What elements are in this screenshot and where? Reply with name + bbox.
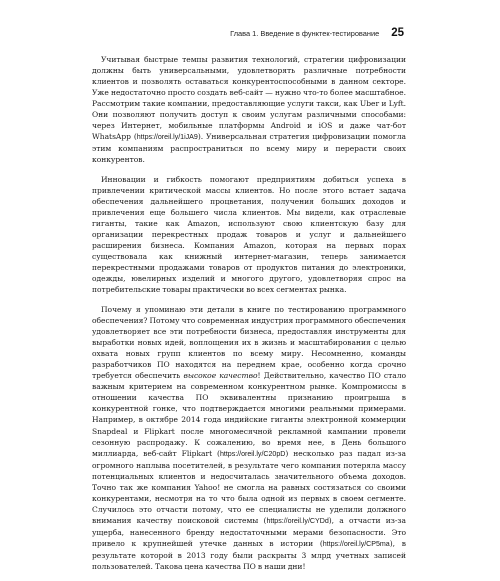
paragraph-text: ), в результате которой в 2013 году были раскрыты 3 млрд учетных записей пользователей. Такова цена качества ПО в наши дни!: [92, 538, 406, 572]
reference-link[interactable]: https://oreil.ly/1iJA9: [136, 133, 198, 142]
reference-link[interactable]: https://oreil.ly/CYDd: [266, 516, 329, 525]
paragraph-text: Инновации и гибкость помогают предприятиям добиться успеха в привлечении критической массы клиентов. Но после этого встает задача обеспечения дальнейшего процветания, получения больших доходов и привлечения еще большего числа клиентов. Мы видели, как отраслевые гиганты, такие как Amazon, используют свою клиентскую базу для организации перекрестных продаж товаров и услуг и дальнейшего расширения бизнеса. Компания Amazon, которая на первых порах существовала как книжный интернет-магазин, теперь занимается перекрестными продажами товаров от продуктов питания до электроники, одежды, ювелирных изделий и многого другого, удовлетворяя спрос на потребительские товары практически во всех сегментах рынка.: [92, 174, 406, 295]
running-header: [93, 26, 404, 40]
paragraph: [92, 54, 406, 165]
paragraph-text: ), а отчасти из-за ущерба, нанесенного бренду недостаточными мерами безопасности. Это привело к крупнейшей утечке данных в истории (: [92, 515, 407, 548]
body-text: [92, 54, 406, 581]
page-number: 25: [391, 27, 404, 39]
reference-link[interactable]: https://oreil.ly/CP5ma: [322, 539, 390, 548]
paragraph: [92, 304, 406, 572]
emphasis-text: высокое качество: [183, 371, 258, 381]
paragraph: [92, 174, 406, 296]
paragraph-text: Почему я упоминаю эти детали в книге по тестированию программного обеспечения? Потому что современная индустрия программного обеспечения удовлетворяет все эти потребности бизнеса, предоставляя инструменты для выработки новых идей, воплощения их в жизнь и масштабирования с целью охвата новых групп клиентов по всему миру. Несомненно, команды разработчиков ПО находятся на переднем крае, особенно когда срочно требуется обеспечить: [92, 304, 406, 381]
paragraph-text: ). Универсальная стратегия цифровизации помогла этим компаниям распространиться по всему миру и перерасти своих конкурентов.: [92, 132, 406, 165]
chapter-running-title: Глава 1. Введение в функтек-тестирование: [230, 28, 380, 38]
paragraph-text: Учитывая быстрые темпы развития технологий, стратегии цифровизации должны быть универсальными, удовлетворять различные потребности клиентов и позволять оставаться конкурентоспособными в данном секторе. Уже недостаточно просто создать веб-сайт — нужно что-то более масштабное. Рассмотрим такие компании, предоставляющие услуги такси, как Uber и Lyft. Они позволяют получить доступ к своим услугам различными способами: через Интернет, мобильные платформы Android и iOS и даже чат-бот WhatsApp (: [92, 55, 406, 142]
paragraph-text: ) несколько раз падал из-за огромного наплыва посетителей, в результате чего компания потеряла массу потенциальных клиентов и недосчиталась значительного объема доходов. Точно так же компания Yahoo! не смогла на равных состязаться со своими конкурентами, несмотря на то что была одной из первых в своем сегменте. Случилось это отчасти потому, что ее специалисты не уделили должного внимания качеству поисковой системы (: [92, 448, 406, 525]
paragraph-text: ! Действительно, качество ПО стало важным критерием на современном конкурентном рынке. Компромиссы в отношении качества ПО эквивалентны признанию проигрыша в конкурентной гонке, что подтверждается многими реальными примерами. Например, в октябре 2014 года индийские гиганты электронной коммерции Snapdeal и Flipkart после многомесячной рекламной кампании провели сезонную распродажу. К сожалению, во время нее, в День большого миллиарда, веб-сайт Flipkart (: [92, 371, 406, 458]
reference-link[interactable]: https://oreil.ly/C20pD: [219, 449, 286, 458]
